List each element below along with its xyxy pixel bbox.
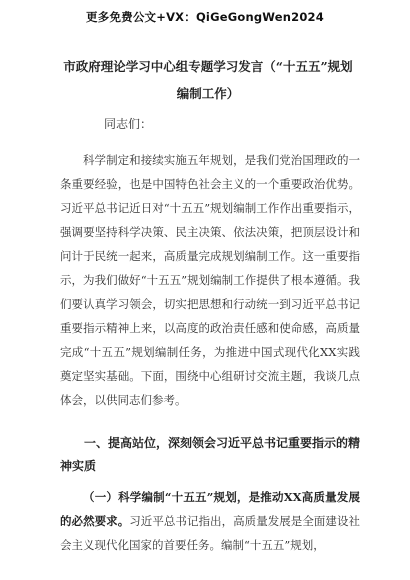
document-title: 市政府理论学习中心组专题学习发言（“十五五”规划编制工作） [63,59,353,101]
body-paragraph: 科学制定和接续实施五年规划，是我们党治国理政的一条重要经验，也是中国特色社会主义的一个重要政治优势。习近平总书记近日对“十五五”规划编制工作作出重要指示，强调要坚持科学决策、民主决策、依法决策，把顶层设计和问计于民统一起来，高质量完成规划编制工作。这一重要指示，为我们做好“十五五”规划编制工作提供了根本遵循。我们要认真学习领会，切实把思想和行动统一到习近平总书记重要指示精神上来，以高度的政治责任感和使命感，高质量完成“十五五”规划编制任务，为推进中国式现代化XX实践奠定坚实基础。下面，围绕中心组研讨交流主题，我谈几点体会，以供同志们参考。 [60,153,360,407]
subsection-text: 习近平总书记指出，高质量发展是全面建设社会主义现代化国家的首要任务。编制“十五五”规划， [60,514,361,552]
salutation: 同志们： [104,117,153,131]
section-heading: 一、提高站位，深刻领会习近平总书记重要指示的精神实质 [60,436,361,473]
subsection-heading: （一）科学编制“十五五”规划，是推动XX高质量发展的必然要求。 [60,490,360,528]
subsection-paragraph [60,485,360,557]
watermark-header: 更多免费公文+VX：QiGeGongWen2024 [86,10,324,24]
